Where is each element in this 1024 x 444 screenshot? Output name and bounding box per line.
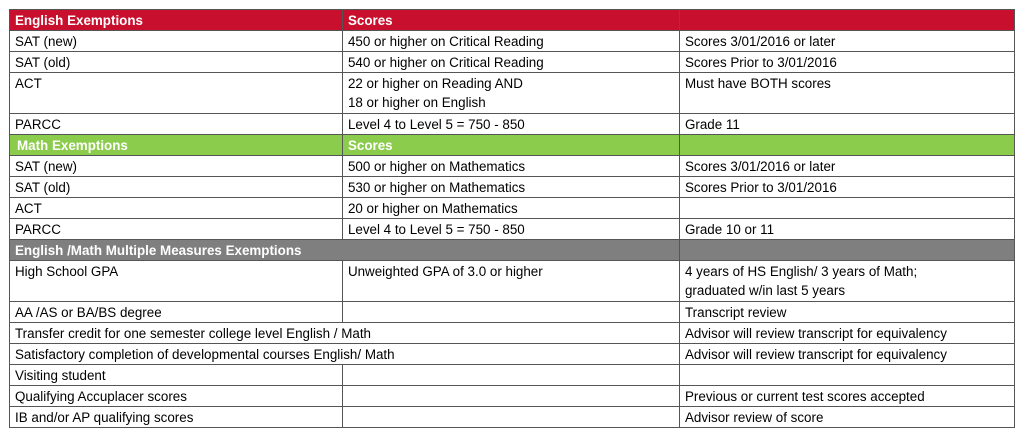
english-exemptions-heading: English Exemptions (10, 10, 343, 31)
score-requirement: 450 or higher on Critical Reading (342, 31, 679, 52)
note: Previous or current test scores accepted (679, 386, 1014, 407)
table-row (10, 73, 1015, 114)
note-line-1: 4 years of HS English/ 3 years of Math; (684, 264, 918, 279)
english-header-row (10, 10, 1015, 31)
note: Transcript review (679, 302, 1014, 323)
multiple-measures-header-row (10, 240, 1015, 261)
table-row (10, 114, 1015, 135)
test-name: ACT (10, 73, 343, 114)
note-line-2: graduated w/in last 5 years (684, 283, 846, 298)
score-requirement: Level 4 to Level 5 = 750 - 850 (342, 219, 679, 240)
note (679, 198, 1014, 219)
math-scores-heading: Scores (342, 135, 679, 156)
score-requirement: Level 4 to Level 5 = 750 - 850 (342, 114, 679, 135)
english-notes-heading (679, 10, 1014, 31)
score-requirement: Unweighted GPA of 3.0 or higher (342, 261, 679, 302)
score-requirement: 530 or higher on Mathematics (342, 177, 679, 198)
note: Must have BOTH scores (679, 73, 1014, 114)
table-row (10, 386, 1015, 407)
note: Scores Prior to 3/01/2016 (679, 177, 1014, 198)
test-name: SAT (old) (10, 52, 343, 73)
note: Grade 10 or 11 (679, 219, 1014, 240)
note: Scores Prior to 3/01/2016 (679, 52, 1014, 73)
test-name: Satisfactory completion of developmental courses English/ Math (10, 344, 680, 365)
score-requirement (342, 365, 679, 386)
math-exemptions-heading: Math Exemptions (10, 135, 343, 156)
multiple-measures-notes-heading (679, 240, 1014, 261)
table-row (10, 365, 1015, 386)
note (679, 261, 1014, 302)
note: Grade 11 (679, 114, 1014, 135)
math-header-row (10, 135, 1015, 156)
english-scores-heading: Scores (342, 10, 679, 31)
test-name: SAT (old) (10, 177, 343, 198)
score-line-2: 18 or higher on English (347, 95, 486, 110)
score-requirement (342, 407, 679, 428)
table-row (10, 344, 1015, 365)
table-row (10, 156, 1015, 177)
test-name: SAT (new) (10, 31, 343, 52)
table-row (10, 323, 1015, 344)
table-row (10, 52, 1015, 73)
test-name: IB and/or AP qualifying scores (10, 407, 343, 428)
score-requirement: 500 or higher on Mathematics (342, 156, 679, 177)
test-name: PARCC (10, 114, 343, 135)
score-requirement (342, 386, 679, 407)
table-row (10, 407, 1015, 428)
test-name: SAT (new) (10, 156, 343, 177)
score-line-1: 22 or higher on Reading AND (347, 76, 523, 91)
note: Advisor will review transcript for equivalency (679, 323, 1014, 344)
test-name: High School GPA (10, 261, 343, 302)
test-name: AA /AS or BA/BS degree (10, 302, 343, 323)
math-notes-heading (679, 135, 1014, 156)
test-name: ACT (10, 198, 343, 219)
multiple-measures-heading: English /Math Multiple Measures Exemptions (10, 240, 680, 261)
note (679, 365, 1014, 386)
test-name: PARCC (10, 219, 343, 240)
note: Advisor will review transcript for equivalency (679, 344, 1014, 365)
test-name: Visiting student (10, 365, 343, 386)
score-requirement (342, 302, 679, 323)
score-requirement (342, 73, 679, 114)
score-requirement: 20 or higher on Mathematics (342, 198, 679, 219)
score-requirement: 540 or higher on Critical Reading (342, 52, 679, 73)
table-row (10, 177, 1015, 198)
table-row (10, 219, 1015, 240)
table-row (10, 261, 1015, 302)
note: Scores 3/01/2016 or later (679, 156, 1014, 177)
test-name: Transfer credit for one semester college level English / Math (10, 323, 680, 344)
note: Advisor review of score (679, 407, 1014, 428)
table-row (10, 31, 1015, 52)
exemptions-table (9, 9, 1015, 428)
test-name: Qualifying Accuplacer scores (10, 386, 343, 407)
table-row (10, 198, 1015, 219)
note: Scores 3/01/2016 or later (679, 31, 1014, 52)
table-row (10, 302, 1015, 323)
